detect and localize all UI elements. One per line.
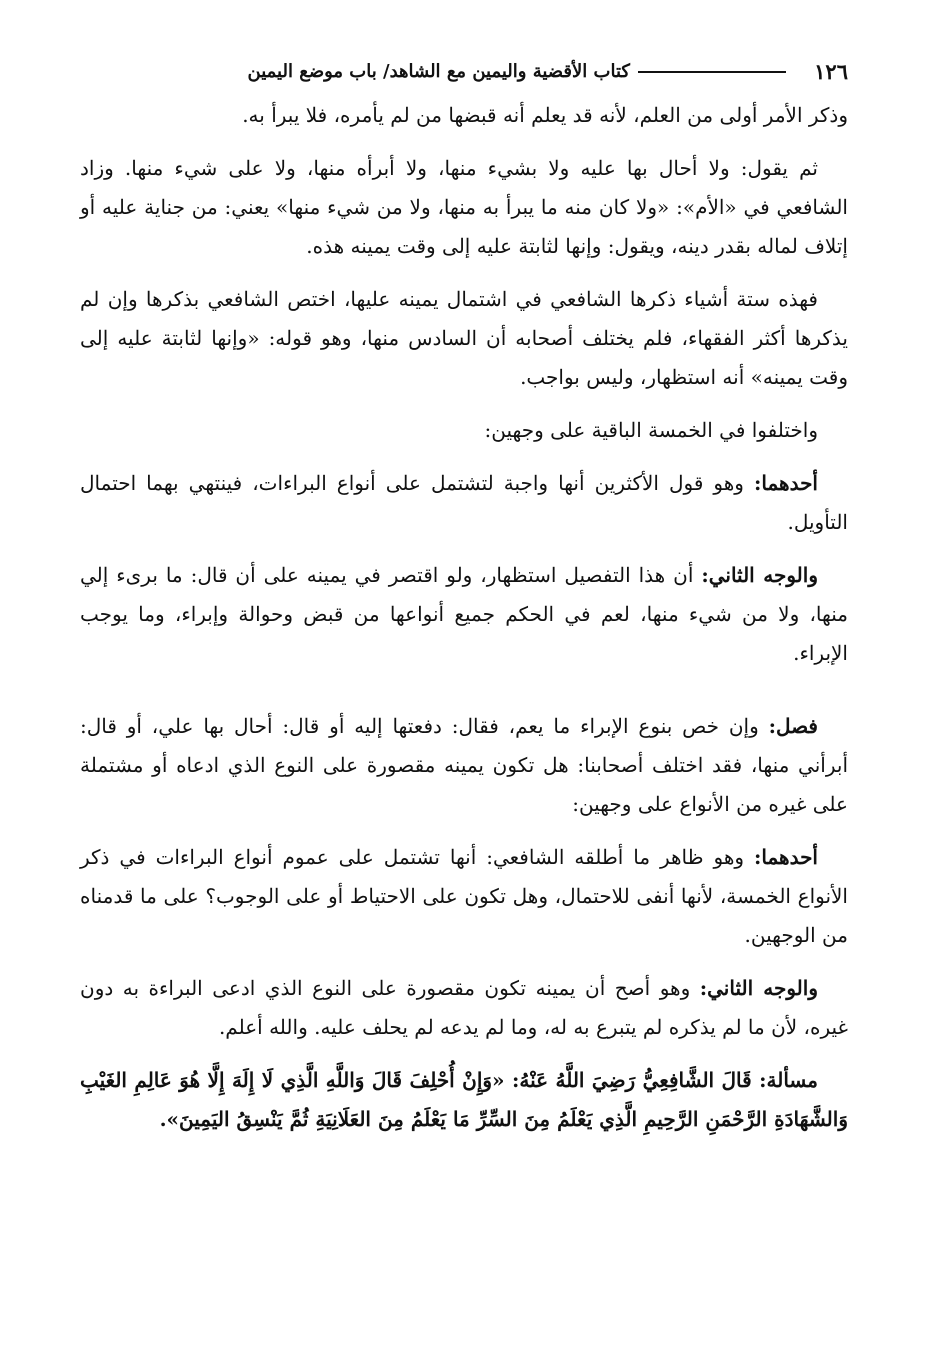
paragraph [80, 96, 848, 135]
section-heading: فصل: [768, 714, 818, 738]
paragraph [80, 556, 848, 673]
paragraph-text: واختلفوا في الخمسة الباقية على وجهين: [484, 418, 818, 442]
paragraph [80, 838, 848, 955]
paragraph [80, 149, 848, 266]
paragraph-text: وهو ظاهر ما أطلقه الشافعي: أنها تشتمل على عموم أنواع البراءات في ذكر الأنواع الخمسة، لأنها أنفى للاحتمال، وهل تكون على الاحتياط أو على الوجوب؟ على ما قدمناه من الوجهين. [80, 845, 848, 947]
paragraph [80, 1061, 848, 1139]
paragraph-lead: أحدهما: [753, 471, 818, 495]
paragraph [80, 411, 848, 450]
paragraph-lead: أحدهما: [753, 845, 818, 869]
section-heading: مسألة: قَالَ الشَّافِعِيُّ [642, 1068, 818, 1092]
paragraph-lead: والوجه الثاني: [701, 563, 818, 587]
paragraph-lead: والوجه الثاني: [699, 976, 818, 1000]
body-text [80, 96, 848, 1153]
paragraph-text: أن هذا التفصيل استظهار، ولو اقتصر في يمينه على أن قال: ما برىء إلي منها، ولا من شيء منها، لعم في الحكم جميع أنواعها من قبض وحوالة وإبراء، وما يوجب الإبراء. [80, 563, 848, 665]
page-number: ١٢٦ [814, 59, 848, 84]
header-rule [638, 71, 786, 73]
paragraph [80, 464, 848, 542]
quoted-text: رَضِيَ اللَّهُ عَنْهُ: «وَإِنْ أُحْلِفَ قَالَ وَاللَّهِ الَّذِي لَا إِلَهَ إِلَّا هُوَ عَالِمِ الغَيْبِ وَالشَّهَادَةِ الرَّحْمَنِ الرَّحِيمِ الَّذِي يَعْلَمُ مِنَ السِّرِّ مَا يَعْلَمُ مِنَ العَلَانِيَةِ ثُمَّ يَنْسِقُ اليَمِينَ». [80, 1068, 848, 1131]
paragraph [80, 707, 848, 824]
paragraph [80, 969, 848, 1047]
running-header [80, 56, 848, 96]
paragraph-text: وذكر الأمر أولى من العلم، لأنه قد يعلم أنه قبضها من لم يأمره، فلا يبرأ به. [242, 103, 848, 127]
paragraph-text: ثم يقول: ولا أحال بها عليه ولا بشيء منها، ولا أبرأه منها، ولا على شيء منها. وزاد الشافعي في «الأم»: «ولا كان منه ما يبرأ به منها، ولا من شيء منها» يعني: من جناية عليه أو إتلاف لماله بقدر دينه، ويقول: وإنها لثابتة عليه إلى وقت يمينه هذه. [80, 156, 848, 258]
paragraph-text: وإن خص بنوع الإبراء ما يعم، فقال: دفعتها إليه أو قال: أحال بها علي، أو قال: أبرأني منها، فقد اختلف أصحابنا: هل تكون يمينه مقصورة على النوع الذي ادعاه أو مشتملة على غيره من الأنواع على وجهين: [80, 714, 848, 816]
paragraph-text: وهو أصح أن يمينه تكون مقصورة على النوع الذي ادعى البراءة به دون غيره، لأن ما لم يذكره لم يتبرع به له، وما لم يدعه لم يحلف عليه. والله أعلم. [80, 976, 848, 1039]
paragraph-text: فهذه ستة أشياء ذكرها الشافعي في اشتمال يمينه عليها، اختص الشافعي بذكرها وإن لم يذكرها أكثر الفقهاء، فلم يختلف أصحابه أن السادس منها، وهو قوله: «وإنها لثابتة عليه إلى وقت يمينه» أنه استظهار، وليس بواجب. [80, 287, 848, 389]
paragraph-text: وهو قول الأكثرين أنها واجبة لتشتمل على أنواع البراءات، فينتهي بهما احتمال التأويل. [80, 471, 848, 534]
paragraph [80, 280, 848, 397]
book-title: كتاب الأقضية واليمين مع الشاهد/ باب موضع اليمين [247, 61, 630, 82]
